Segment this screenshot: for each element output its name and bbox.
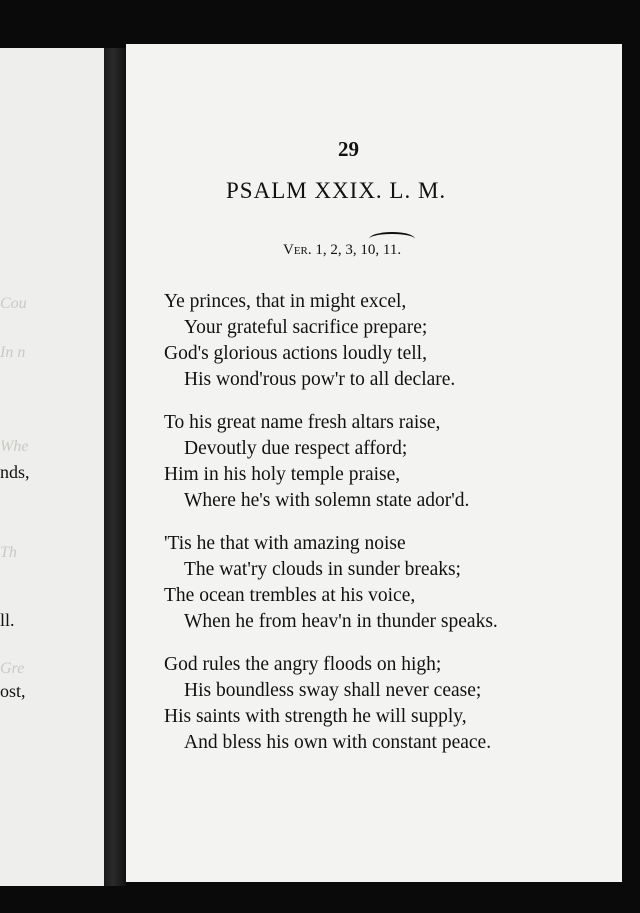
stanza-1 xyxy=(164,289,455,393)
facing-page xyxy=(0,48,104,886)
facing-page-fragment: nds, xyxy=(0,462,30,482)
book-spine xyxy=(104,48,126,886)
psalm-title: PSALM XXIX. L. M. xyxy=(226,178,447,203)
page-number: 29 xyxy=(338,137,359,161)
verse-reference-label: Ver. xyxy=(283,242,312,258)
verse-line: God's glorious actions loudly tell, xyxy=(164,343,427,364)
verse-line: His wond'rous pow'r to all declare. xyxy=(184,369,456,390)
verse-reference xyxy=(283,242,401,259)
verse-line: 'Tis he that with amazing noise xyxy=(164,533,406,554)
show-through-text: Th xyxy=(0,544,17,561)
facing-page-fragment: ost, xyxy=(0,681,26,701)
verse-line: When he from heav'n in thunder speaks. xyxy=(184,611,498,632)
verse-line: Your grateful sacrifice prepare; xyxy=(184,317,428,338)
verse-line: The wat'ry clouds in sunder breaks; xyxy=(184,559,461,580)
show-through-text: Cou xyxy=(0,295,27,312)
verse-line: To his great name fresh altars raise, xyxy=(164,412,441,433)
stanza-4 xyxy=(164,652,491,756)
stanza-2 xyxy=(164,410,469,514)
ligature-arc xyxy=(369,232,415,246)
show-through-text: Gre xyxy=(0,660,25,677)
verse-line: His saints with strength he will supply, xyxy=(164,706,467,727)
verse-line: Devoutly due respect afford; xyxy=(184,438,408,459)
book-page xyxy=(126,44,622,882)
stanza-3 xyxy=(164,531,498,635)
verse-line: Him in his holy temple praise, xyxy=(164,464,401,485)
verse-line: His boundless sway shall never cease; xyxy=(184,680,482,701)
verse-line: God rules the angry floods on high; xyxy=(164,654,442,675)
verse-line: Where he's with solemn state ador'd. xyxy=(184,490,470,511)
show-through-text: Whe xyxy=(0,438,29,455)
verse-line: The ocean trembles at his voice, xyxy=(164,585,416,606)
verse-line: Ye princes, that in might excel, xyxy=(164,291,407,312)
facing-page-fragment: ll. xyxy=(0,610,15,630)
verse-line: And bless his own with constant peace. xyxy=(184,732,492,753)
verse-reference-numbers: 1, 2, 3, 10, 11. xyxy=(315,242,402,258)
show-through-text: In n xyxy=(0,344,26,361)
